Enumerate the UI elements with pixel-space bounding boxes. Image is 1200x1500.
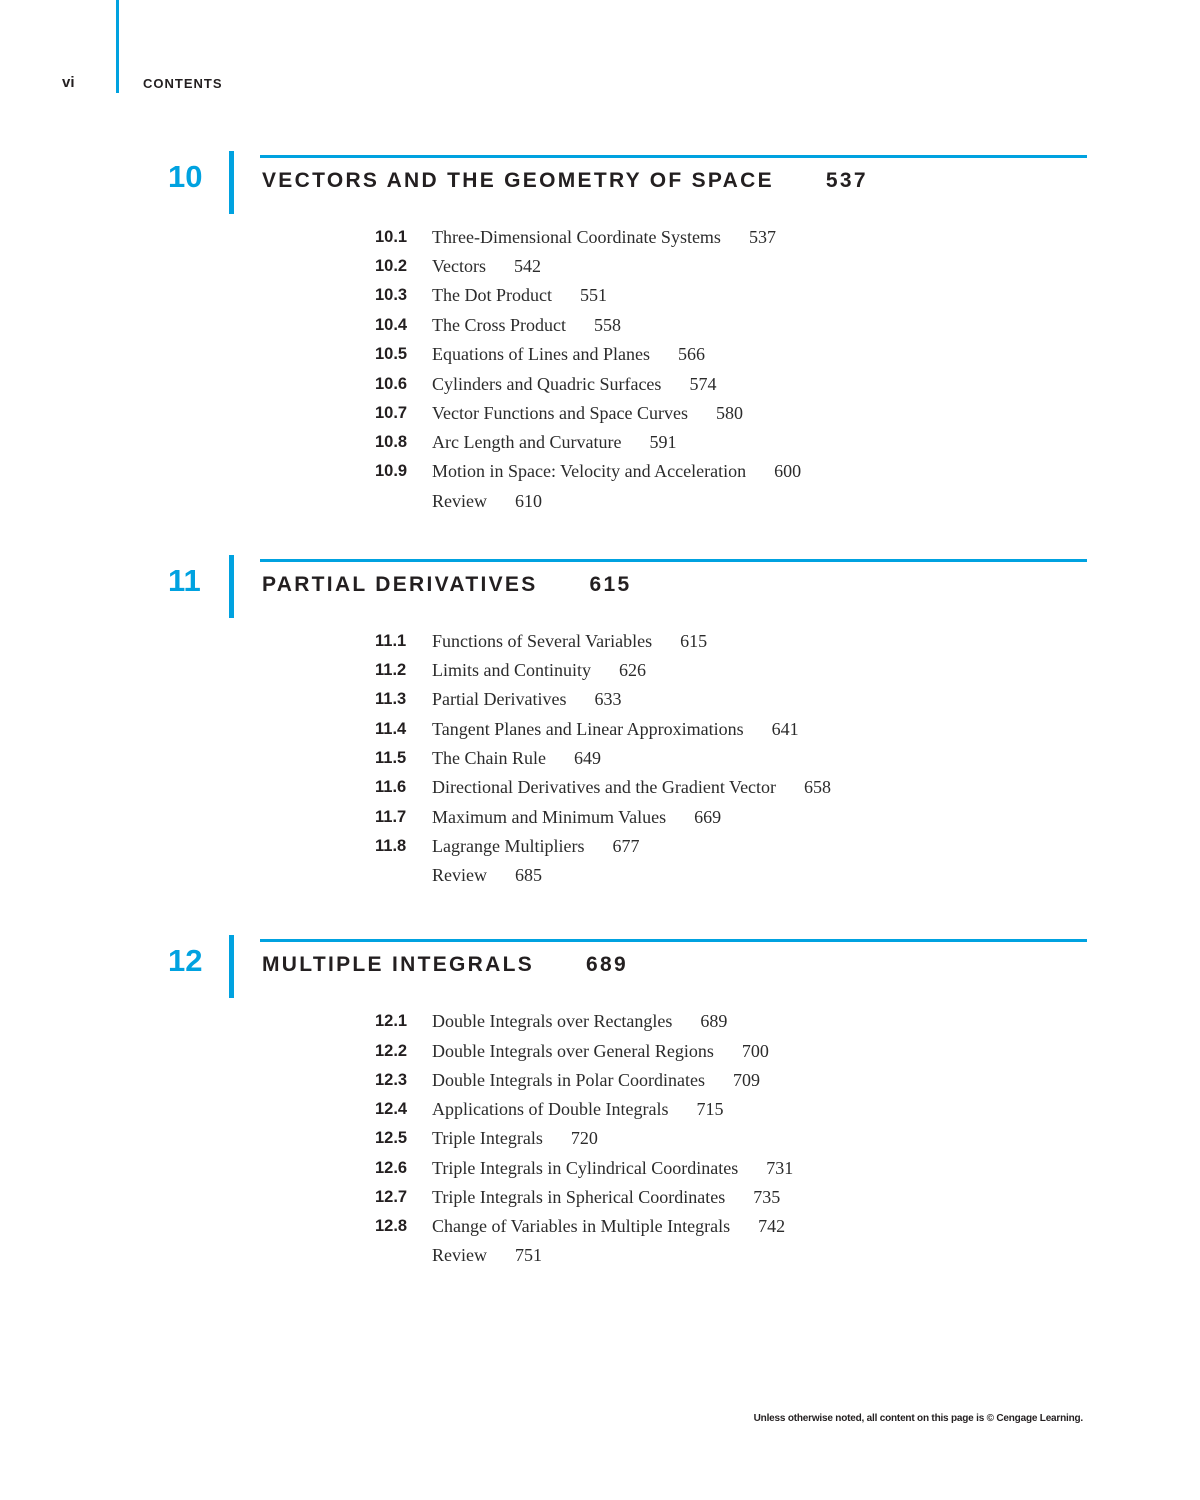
section-page-number: 551	[579, 285, 607, 305]
section-page-number: 658	[804, 777, 832, 797]
section-text	[432, 1187, 780, 1208]
section-page-number: 685	[514, 865, 542, 885]
section-title: Lagrange Multipliers	[432, 836, 585, 856]
section-page-number: 689	[700, 1011, 728, 1031]
section-number: 10.8	[375, 433, 408, 451]
section-title: The Chain Rule	[432, 748, 546, 768]
chapter-number: 12	[168, 943, 203, 978]
section-text	[432, 285, 607, 306]
section-title: Tangent Planes and Linear Approximations	[432, 719, 744, 739]
section-number: 11.6	[375, 778, 407, 796]
section-number: 11.2	[375, 661, 407, 679]
section-page-number: 751	[514, 1245, 542, 1265]
section-text	[432, 227, 776, 248]
section-title: Three-Dimensional Coordinate Systems	[432, 227, 721, 247]
section-text	[432, 660, 646, 681]
chapter-title: PARTIAL DERIVATIVES	[262, 573, 538, 596]
section-title: Applications of Double Integrals	[432, 1099, 669, 1119]
section-number: 12.2	[375, 1042, 408, 1060]
chapter-vertical-bar	[229, 151, 234, 214]
section-text	[432, 807, 721, 828]
section-title: Triple Integrals	[432, 1128, 543, 1148]
section-number: 11.8	[375, 837, 407, 855]
section-title: Review	[432, 865, 487, 885]
section-title: Double Integrals over Rectangles	[432, 1011, 673, 1031]
chapter-number: 11	[168, 563, 201, 598]
section-title: Change of Variables in Multiple Integrals	[432, 1216, 731, 1236]
section-number: 12.7	[375, 1188, 408, 1206]
copyright-footer: Unless otherwise noted, all content on this page is © Cengage Learning.	[753, 1413, 1083, 1424]
section-number: 10.6	[375, 375, 408, 393]
section-text	[432, 1245, 542, 1266]
section-text	[432, 432, 676, 453]
section-title: The Dot Product	[432, 285, 552, 305]
chapter-heading[interactable]	[262, 953, 628, 977]
chapter-heading[interactable]	[262, 169, 868, 193]
section-page-number: 574	[689, 374, 717, 394]
section-text	[432, 1158, 793, 1179]
section-page-number: 720	[570, 1128, 598, 1148]
section-text	[432, 1070, 760, 1091]
section-title: Review	[432, 491, 487, 511]
section-number: 11.4	[375, 720, 407, 738]
section-page-number: 709	[732, 1070, 760, 1090]
section-page-number: 669	[694, 807, 722, 827]
section-page-number: 537	[748, 227, 776, 247]
section-title: Motion in Space: Velocity and Acceleration	[432, 461, 747, 481]
section-text	[432, 1128, 598, 1149]
section-page-number: 641	[771, 719, 799, 739]
section-page-number: 649	[573, 748, 601, 768]
section-page-number: 626	[619, 660, 647, 680]
section-title: Double Integrals in Polar Coordinates	[432, 1070, 705, 1090]
section-page-number: 677	[612, 836, 640, 856]
section-text	[432, 1216, 785, 1237]
section-text	[432, 1099, 723, 1120]
section-number: 12.8	[375, 1217, 408, 1235]
section-number: 12.6	[375, 1159, 408, 1177]
section-number: 10.9	[375, 462, 408, 480]
section-text	[432, 374, 716, 395]
section-number: 11.3	[375, 690, 407, 708]
header-vertical-rule	[116, 0, 119, 93]
chapter-page-number: 689	[586, 953, 628, 976]
chapter-number: 10	[168, 159, 203, 194]
section-title: Limits and Continuity	[432, 660, 592, 680]
section-number: 12.4	[375, 1100, 408, 1118]
section-text	[432, 719, 799, 740]
section-page-number: 615	[680, 631, 708, 651]
chapter-vertical-bar	[229, 555, 234, 618]
section-text	[432, 1011, 727, 1032]
chapter-rule	[260, 939, 1087, 942]
section-title: Arc Length and Curvature	[432, 432, 622, 452]
section-page-number: 591	[649, 432, 677, 452]
section-text	[432, 344, 705, 365]
section-number: 10.3	[375, 286, 408, 304]
section-text	[432, 461, 801, 482]
section-number: 10.7	[375, 404, 408, 422]
section-title: Review	[432, 1245, 487, 1265]
section-title: Maximum and Minimum Values	[432, 807, 667, 827]
section-page-number: 715	[696, 1099, 724, 1119]
section-text	[432, 748, 601, 769]
section-page-number: 566	[677, 344, 705, 364]
section-text	[432, 403, 743, 424]
section-text	[432, 1041, 769, 1062]
chapter-page-number: 615	[589, 573, 632, 596]
chapter-page-number: 537	[825, 169, 868, 192]
section-number: 11.1	[375, 632, 407, 650]
section-page-number: 700	[741, 1041, 769, 1061]
section-text	[432, 836, 639, 857]
section-title: Directional Derivatives and the Gradient Vector	[432, 777, 777, 797]
section-number: 10.4	[375, 316, 408, 334]
section-page-number: 580	[715, 403, 743, 423]
section-number: 10.5	[375, 345, 408, 363]
section-number: 11.5	[375, 749, 407, 767]
chapter-rule	[260, 559, 1087, 562]
section-title: Vectors	[432, 256, 486, 276]
chapter-rule	[260, 155, 1087, 158]
section-text	[432, 689, 621, 710]
section-text	[432, 491, 542, 512]
section-title: Triple Integrals in Spherical Coordinates	[432, 1187, 726, 1207]
section-page-number: 600	[774, 461, 802, 481]
section-text	[432, 865, 542, 886]
section-title: Partial Derivatives	[432, 689, 567, 709]
chapter-heading[interactable]	[262, 573, 631, 597]
section-text	[432, 315, 621, 336]
section-title: Cylinders and Quadric Surfaces	[432, 374, 662, 394]
chapter-title: VECTORS AND THE GEOMETRY OF SPACE	[262, 169, 774, 192]
section-title: Double Integrals over General Regions	[432, 1041, 714, 1061]
chapter-title: MULTIPLE INTEGRALS	[262, 953, 534, 976]
section-page-number: 558	[594, 315, 621, 335]
section-title: The Cross Product	[432, 315, 566, 335]
section-number: 10.2	[375, 257, 408, 275]
section-page-number: 633	[594, 689, 622, 709]
section-number: 12.3	[375, 1071, 408, 1089]
section-page-number: 735	[753, 1187, 781, 1207]
section-page-number: 742	[758, 1216, 786, 1236]
section-number: 12.5	[375, 1129, 408, 1147]
section-text	[432, 256, 541, 277]
section-page-number: 731	[766, 1158, 794, 1178]
section-number: 11.7	[375, 808, 407, 826]
section-title: Functions of Several Variables	[432, 631, 653, 651]
chapter-vertical-bar	[229, 935, 234, 998]
section-page-number: 542	[513, 256, 541, 276]
page-number: vi	[62, 74, 75, 91]
section-title: Equations of Lines and Planes	[432, 344, 650, 364]
section-number: 10.1	[375, 228, 408, 246]
section-title: Triple Integrals in Cylindrical Coordinates	[432, 1158, 739, 1178]
section-text	[432, 631, 707, 652]
running-head: CONTENTS	[143, 76, 223, 91]
section-title: Vector Functions and Space Curves	[432, 403, 688, 423]
section-number: 12.1	[375, 1012, 408, 1030]
section-text	[432, 777, 831, 798]
section-page-number: 610	[514, 491, 542, 511]
